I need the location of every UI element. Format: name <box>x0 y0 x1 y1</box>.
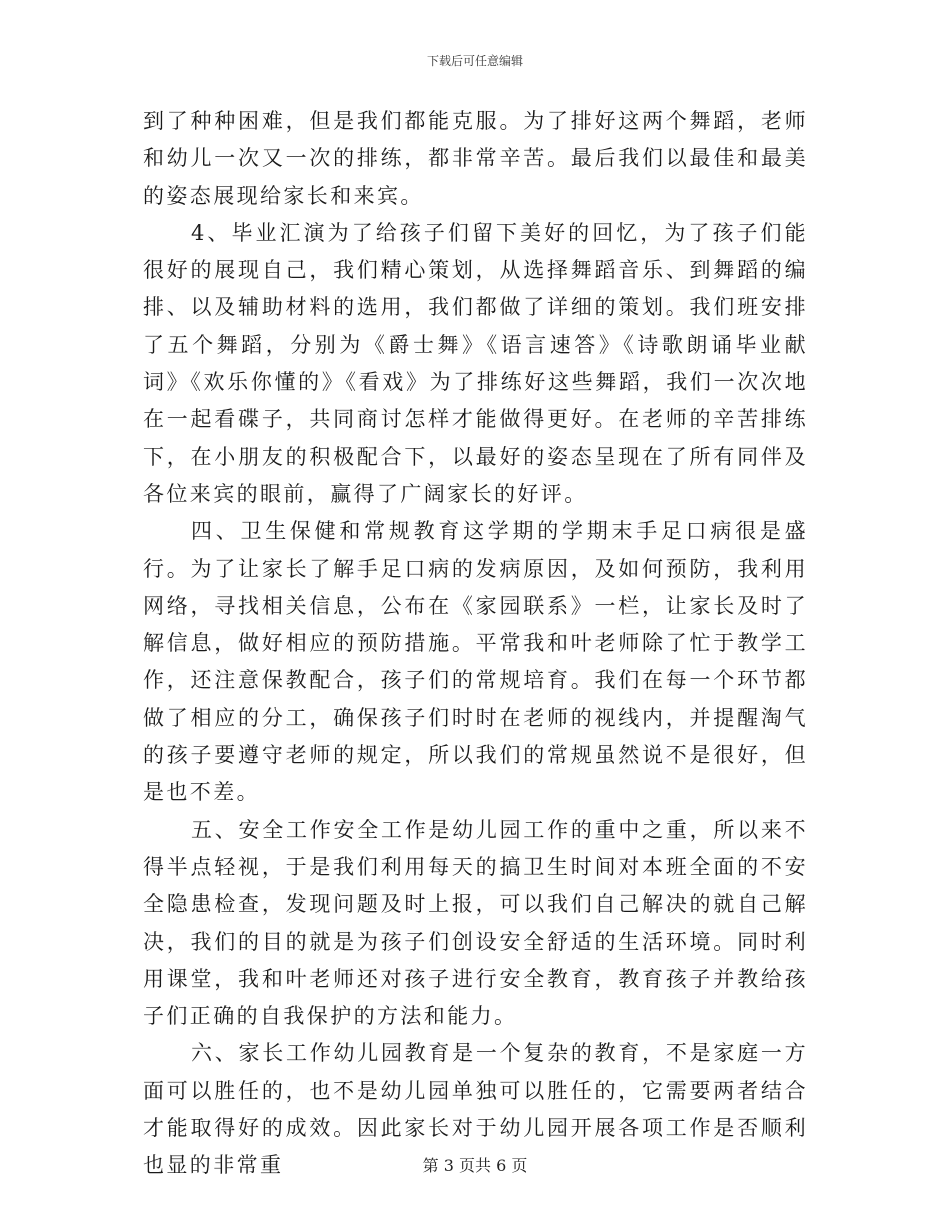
page-number: 第 3 页共 6 页 <box>422 1156 528 1175</box>
paragraph-parent-work: 六、家长工作幼儿园教育是一个复杂的教育，不是家庭一方面可以胜任的，也不是幼儿园单独可以胜任的，它需要两者结合才能取得好的成效。因此家长对于幼儿园开展各项工作是否顺利也显的非常重 <box>143 1041 808 1178</box>
paragraph-graduation-show: 4、毕业汇演为了给孩子们留下美好的回忆，为了孩子们能很好的展现自己，我们精心策划，从选择舞蹈音乐、到舞蹈的编排、以及辅助材料的选用，我们都做了详细的策划。我们班安排了五个舞蹈，分别为《爵士舞》《语言速答》《诗歌朗诵毕业献词》《欢乐你懂的》《看戏》为了排练好这些舞蹈，我们一次次地在一起看碟子，共同商讨怎样才能做得更好。在老师的辛苦排练下，在小朋友的积极配合下，以最好的姿态呈现在了所有同伴及各位来宾的眼前，赢得了广阔家长的好评。 <box>143 220 808 506</box>
document-body <box>143 103 808 1185</box>
paragraph-continuation: 到了种种困难，但是我们都能克服。为了排好这两个舞蹈，老师和幼儿一次又一次的排练，都非常辛苦。最后我们以最佳和最美的姿态展现给家长和来宾。 <box>143 109 808 208</box>
paragraph-safety-work: 五、安全工作安全工作是幼儿园工作的重中之重，所以来不得半点轻视，于是我们利用每天的搞卫生时间对本班全面的不安全隐患检查，发现问题及时上报，可以我们自己解决的就自己解决，我们的目的就是为孩子们创设安全舒适的生活环境。同时利用课堂，我和叶老师还对孩子进行安全教育，教育孩子并教给孩子们正确的自我保护的方法和能力。 <box>143 817 808 1029</box>
paragraph-health-care: 四、卫生保健和常规教育这学期的学期末手足口病很是盛行。为了让家长了解手足口病的发病原因，及如何预防，我利用网络，寻找相关信息，公布在《家园联系》一栏，让家长及时了解信息，做好相应的预防措施。平常我和叶老师除了忙于教学工作，还注意保教配合，孩子们的常规培育。我们在每一个环节都做了相应的分工，确保孩子们时时在老师的视线内，并提醒淘气的孩子要遵守老师的规定，所以我们的常规虽然说不是很好，但是也不差。 <box>143 519 808 805</box>
page-header-note: 下载后可任意编辑 <box>426 54 523 68</box>
